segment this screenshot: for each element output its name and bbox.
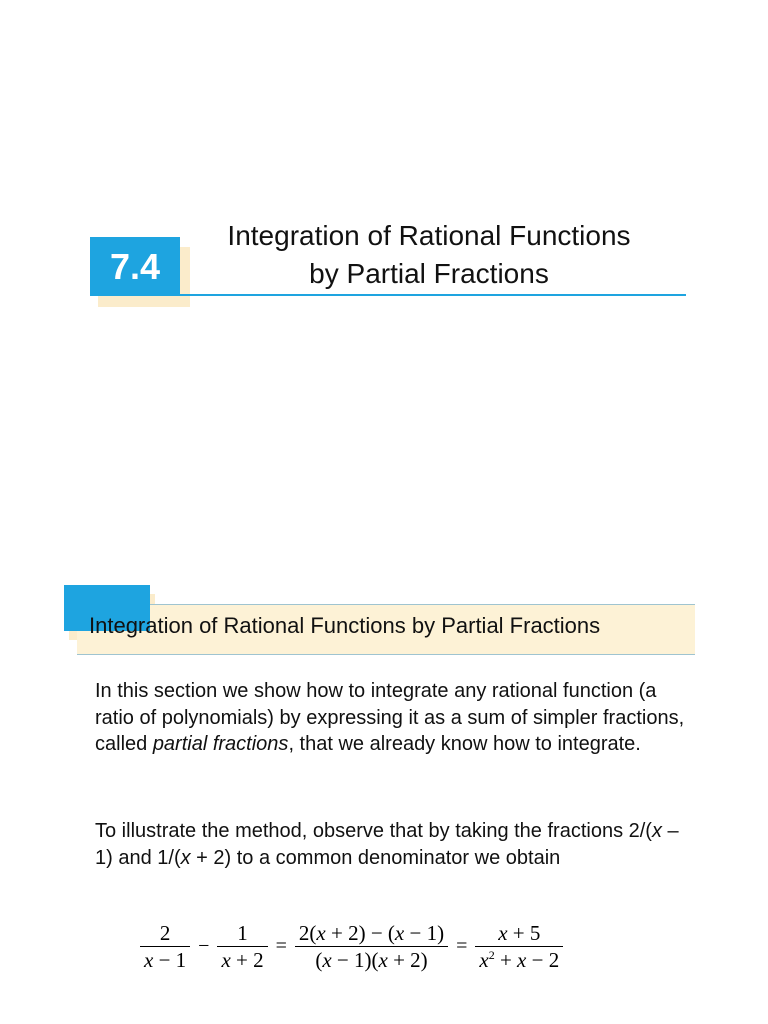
- method-text-2: – 1) and 1/(: [95, 820, 679, 869]
- banner-title: Integration of Rational Functions by Partial Fractions: [89, 613, 601, 638]
- var-x: x: [517, 948, 527, 972]
- num-part: + 5: [507, 921, 541, 945]
- fraction-numerator: [295, 920, 448, 946]
- fraction-denominator: [311, 947, 431, 973]
- fraction-numerator: 1: [237, 921, 248, 945]
- minus-operator: −: [198, 935, 210, 957]
- num-part: + 2) − (: [325, 921, 395, 945]
- method-var-x: x: [651, 820, 662, 842]
- section-title-line2: by Partial Fractions: [309, 258, 549, 289]
- den-part: − 2: [526, 948, 560, 972]
- section-title-rule: [180, 294, 686, 296]
- var-x: x: [498, 921, 508, 945]
- method-text-1: To illustrate the method, observe that by taking the fractions 2/(: [95, 820, 652, 842]
- equals-operator: =: [275, 935, 287, 957]
- combined-fraction: [295, 920, 448, 973]
- var-x: x: [144, 948, 154, 972]
- fraction-1-over-x-plus-2: [217, 920, 267, 973]
- fraction-2-over-x-minus-1: [140, 920, 190, 973]
- section-number: 7.4: [109, 245, 161, 287]
- den-rest: + 2: [230, 948, 264, 972]
- method-text-3: + 2) to a common denominator we obtain: [190, 846, 561, 869]
- var-x: x: [479, 948, 489, 972]
- exponent: 2: [488, 948, 495, 962]
- var-x: x: [322, 948, 332, 972]
- fraction-denominator: [217, 947, 267, 973]
- fraction-denominator: [475, 947, 563, 973]
- num-part: − 1): [404, 921, 445, 945]
- den-rest: − 1: [153, 948, 187, 972]
- section-title-line1: Integration of Rational Functions: [227, 220, 631, 251]
- intro-text-end: , that we already know how to integrate.: [288, 733, 641, 755]
- fraction-numerator: 2: [159, 921, 171, 945]
- var-x: x: [378, 948, 388, 972]
- var-x: x: [394, 921, 405, 945]
- den-part: +: [494, 948, 518, 972]
- var-x: x: [221, 948, 231, 972]
- intro-text-start: In this section we show how to integrate any rational function (a ratio of polynomials) by expressing it as a sum of simpler fractions, called: [95, 680, 685, 755]
- den-part: (: [315, 948, 323, 972]
- den-part: − 1)(: [331, 948, 379, 972]
- partial-fractions-term: partial fractions: [152, 733, 289, 755]
- var-x: x: [316, 921, 326, 945]
- fraction-numerator: [494, 920, 544, 946]
- method-var-x: x: [180, 846, 191, 869]
- simplified-fraction: [475, 920, 563, 973]
- section-number-badge: [90, 237, 180, 296]
- method-paragraph: [95, 818, 695, 871]
- num-part: 2(: [298, 921, 317, 945]
- den-part: + 2): [387, 948, 428, 972]
- fraction-denominator: [140, 947, 190, 973]
- intro-paragraph: [95, 678, 695, 758]
- section-title: [186, 217, 672, 293]
- equals-operator: =: [456, 935, 468, 957]
- partial-fraction-equation: [140, 920, 563, 973]
